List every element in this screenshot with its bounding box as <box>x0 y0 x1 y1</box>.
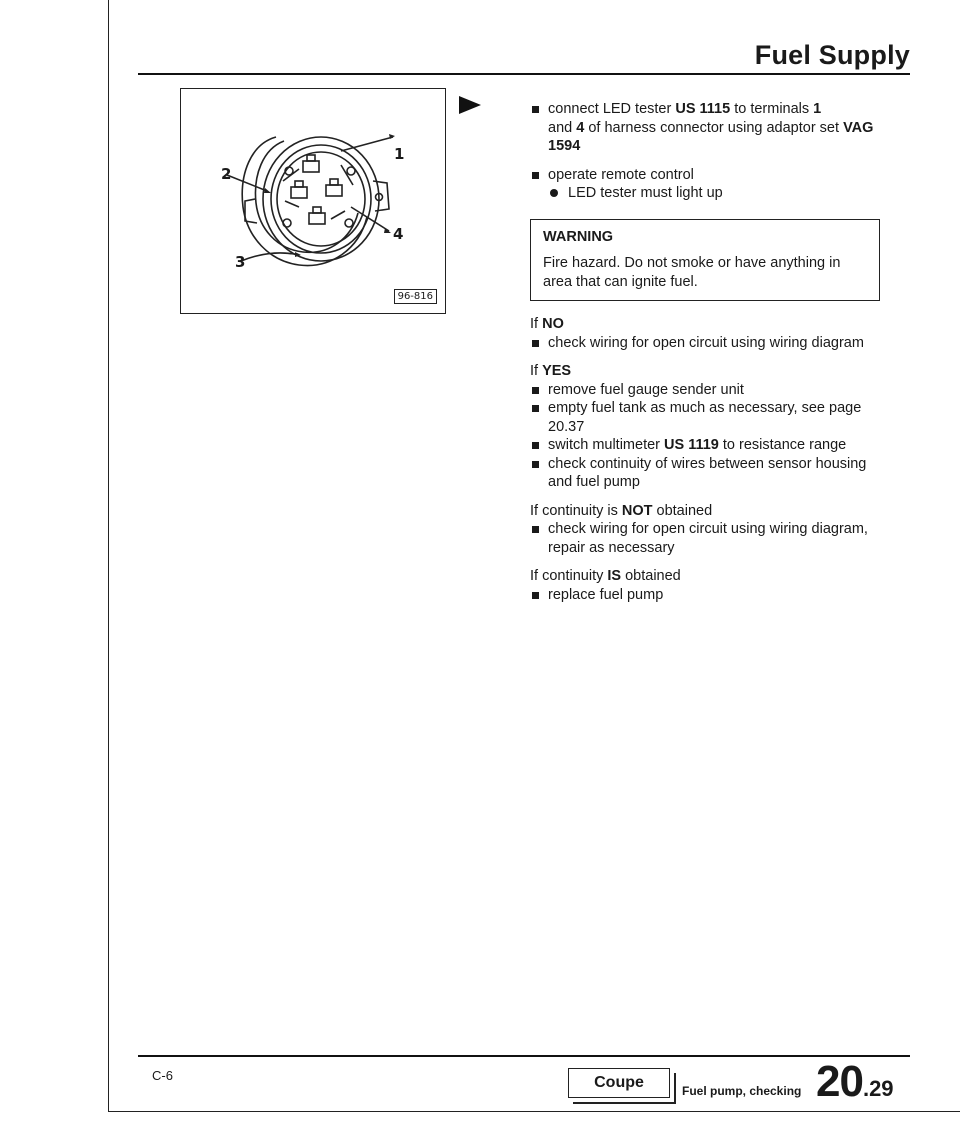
warning-text: Fire hazard. Do not smoke or have anything in area that can ignite fuel. <box>543 255 841 290</box>
page-code: C-6 <box>152 1068 173 1083</box>
step-operate-remote: operate remote control <box>530 166 880 185</box>
step-check-continuity: check continuity of wires between sensor housing and fuel pump <box>530 455 880 492</box>
page-title: Fuel Supply <box>754 40 910 70</box>
callout-1: 1 <box>394 145 405 163</box>
tool-id: VAG 1594 <box>548 119 874 154</box>
warning-title: WARNING <box>543 228 614 245</box>
condition-no <box>530 315 880 334</box>
harness-connector-illustration <box>181 89 444 312</box>
connector-figure <box>180 88 446 314</box>
condition-yes <box>530 362 880 381</box>
condition-not-obtained <box>530 502 880 521</box>
step-text: to terminals <box>730 101 814 117</box>
condition-suffix: obtained <box>621 568 681 584</box>
page-bottom-rule <box>108 1111 960 1112</box>
header-rule <box>138 73 910 75</box>
condition-obtained <box>530 567 880 586</box>
terminal-number: 1 <box>813 101 822 117</box>
warning-box <box>530 219 880 302</box>
condition-prefix: If <box>530 363 543 379</box>
margin-rule <box>108 0 109 1112</box>
condition-key: NO <box>542 316 564 332</box>
condition-key: IS <box>607 568 622 584</box>
step-text: to resistance range <box>718 437 847 453</box>
footer-rule <box>138 1055 910 1057</box>
procedure-text <box>530 100 880 604</box>
condition-prefix: If continuity <box>530 568 608 584</box>
terminal-number: 4 <box>576 119 585 136</box>
step-text: of harness connector using adaptor set <box>584 119 844 136</box>
page-number-minor: .29 <box>862 1076 894 1101</box>
step-replace-pump: replace fuel pump <box>530 586 880 605</box>
section-title: Fuel pump, checking <box>682 1084 802 1098</box>
check-led-lights: LED tester must light up <box>530 184 880 203</box>
page-number-major: 20 <box>816 1057 863 1106</box>
step-check-wiring: check wiring for open circuit using wiring diagram <box>530 334 880 353</box>
figure-pointer-arrow-icon <box>459 96 481 114</box>
page-number <box>816 1057 894 1107</box>
step-connect-tester <box>530 100 880 156</box>
step-check-wiring-repair: check wiring for open circuit using wiring diagram, repair as necessary <box>530 520 880 557</box>
condition-suffix: obtained <box>652 502 713 519</box>
step-empty-tank: empty fuel tank as much as necessary, see page 20.37 <box>530 399 880 436</box>
condition-prefix: If <box>530 316 543 332</box>
step-switch-multimeter <box>530 436 880 455</box>
condition-key: NOT <box>621 502 653 519</box>
model-variant-label: Coupe <box>594 1074 644 1091</box>
step-text: switch multimeter <box>548 437 665 453</box>
callout-4: 4 <box>393 225 404 243</box>
figure-code: 96-816 <box>394 289 437 304</box>
callout-3: 3 <box>235 253 246 271</box>
step-remove-sender: remove fuel gauge sender unit <box>530 381 880 400</box>
step-text: connect LED tester <box>548 101 676 117</box>
tool-id: US 1115 <box>675 101 731 117</box>
callout-2: 2 <box>221 165 232 183</box>
step-text: and <box>548 119 577 136</box>
condition-prefix: If continuity is <box>530 502 622 519</box>
tool-id: US 1119 <box>664 437 719 453</box>
model-variant-box <box>568 1068 670 1098</box>
condition-key: YES <box>542 363 572 379</box>
